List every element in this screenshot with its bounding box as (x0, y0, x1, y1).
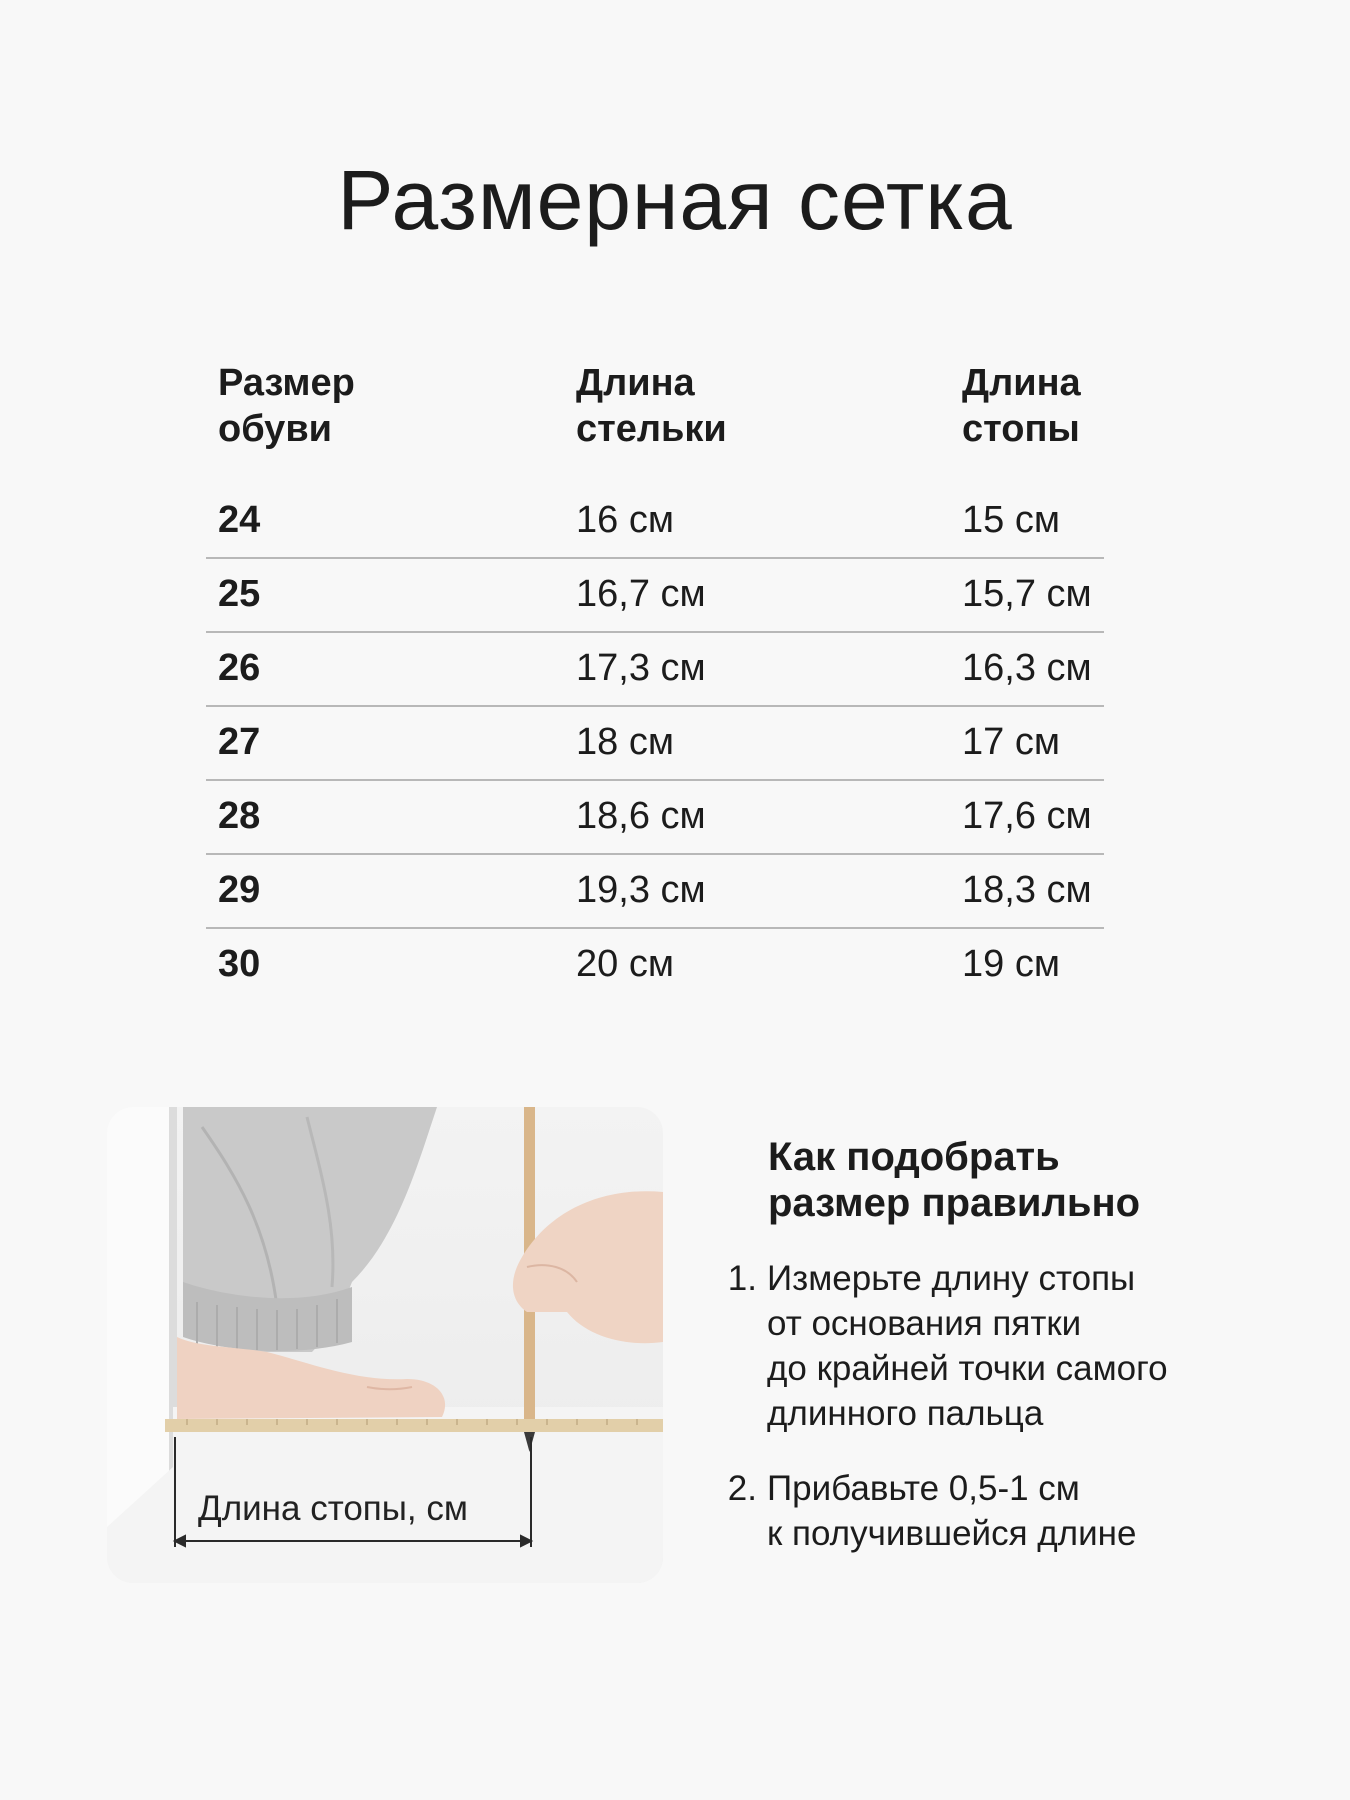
insole-length-cell: 19,3 см (564, 854, 950, 928)
foot-length-cell: 18,3 см (950, 854, 1104, 928)
header-insole-length: Длина стельки (576, 362, 727, 451)
table-row (206, 854, 1104, 928)
photo-caption: Длина стопы, см (198, 1489, 468, 1528)
step-number: 1. (727, 1259, 757, 1298)
steps-list (720, 1256, 1280, 1586)
table-row (206, 928, 1104, 1001)
foot-length-cell: 17,6 см (950, 780, 1104, 854)
insole-length-cell: 17,3 см (564, 632, 950, 706)
insole-length-cell: 18 см (564, 706, 950, 780)
hand-shape (513, 1191, 663, 1343)
foot-measurement-photo (107, 1107, 663, 1583)
foot-length-cell: 17 см (950, 706, 1104, 780)
step-text: Измерьте длину стопы от основания пятки до крайней точки самого длинного пальца (767, 1259, 1168, 1433)
list-item (720, 1466, 1280, 1556)
size-cell: 24 (206, 485, 564, 558)
size-table (206, 360, 1104, 1001)
insole-length-cell: 20 см (576, 943, 674, 986)
step-text: Прибавьте 0,5-1 см к получившейся длине (767, 1469, 1137, 1553)
size-cell: 28 (206, 780, 564, 854)
foot-length-cell: 19 см (962, 943, 1060, 986)
foot-length-cell: 15,7 см (950, 558, 1104, 632)
list-item (720, 1256, 1280, 1436)
foot-length-cell: 16,3 см (950, 632, 1104, 706)
insole-length-cell: 16,7 см (564, 558, 950, 632)
ruler-shape (165, 1419, 663, 1432)
size-cell: 26 (206, 632, 564, 706)
guide-heading: Как подобрать размер правильно (768, 1135, 1141, 1225)
step-number: 2. (727, 1469, 757, 1508)
header-foot-length: Длина стопы (962, 362, 1081, 451)
foot-length-cell: 15 см (950, 485, 1104, 558)
insole-length-cell: 16 см (564, 485, 950, 558)
table-row (206, 485, 1104, 558)
table-row (206, 780, 1104, 854)
table-row (206, 632, 1104, 706)
table-row (206, 706, 1104, 780)
table-row (206, 558, 1104, 632)
insole-length-cell: 18,6 см (564, 780, 950, 854)
table-header-row (206, 360, 1104, 485)
size-cell: 29 (206, 854, 564, 928)
size-cell: 27 (206, 706, 564, 780)
page-title: Размерная сетка (337, 153, 1013, 247)
size-cell: 30 (218, 943, 261, 986)
header-shoe-size: Размер обуви (218, 362, 355, 451)
size-cell: 25 (206, 558, 564, 632)
